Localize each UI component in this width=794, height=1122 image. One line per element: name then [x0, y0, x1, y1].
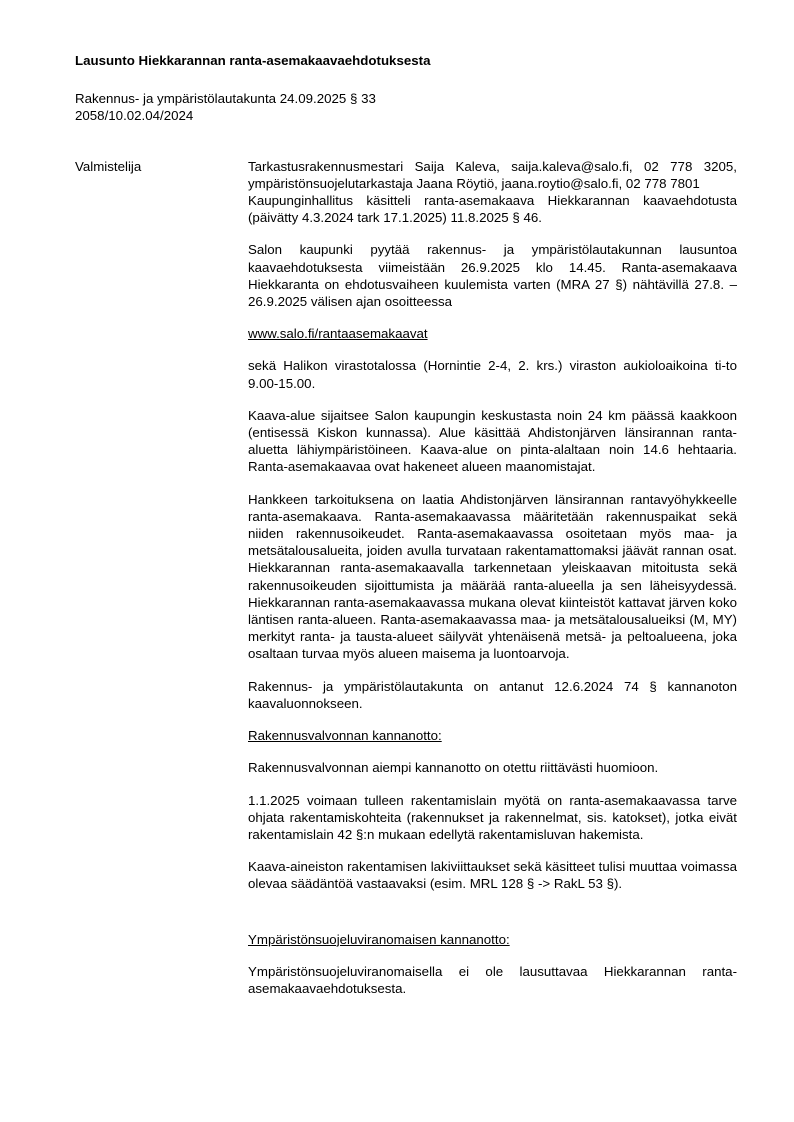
preparer-label: Valmistelija	[75, 158, 142, 174]
committee-date-line: Rakennus- ja ympäristölautakunta 24.09.2025 § 33	[75, 91, 376, 107]
paragraph-environmental-authority-1: Ympäristönsuojeluviranomaisella ei ole lausuttavaa Hiekkarannan ranta-asemakaavaehdotuksesta.	[248, 963, 737, 996]
document-title: Lausunto Hiekkarannan ranta-asemakaavaehdotuksesta	[75, 53, 431, 68]
paragraph-office-hours: sekä Halikon virastotalossa (Hornintie 2-4, 2. krs.) viraston aukioloaikoina ti-to 9.00-15.00.	[248, 358, 737, 391]
preparer-row	[75, 158, 737, 192]
link-line	[248, 325, 737, 342]
document-body	[248, 192, 737, 997]
paragraph-project-purpose: Hankkeen tarkoituksena on laatia Ahdistonjärven länsirannan rantavyöhykkeelle ranta-asemakaava. Ranta-asemakaavassa määritetään rakennuspaikat sekä niiden rakennusoikeudet. Ranta-asemakaavassa osoitetaan myös maa- ja metsätalousalueita, joiden avulla turvataan rakentamattomaksi jäävät rannan osat. Hiekkarannan ranta-asemakaavalla tarkennetaan yleiskaavan mitoitusta sekä rakennusoikeuden sijoittumista ja määrää ranta-alueella ja sen läheisyydessä. Hiekkarannan ranta-asemakaavassa mukana olevat kiinteistöt kattavat järven koko läntisen ranta-alueen. Ranta-asemakaavassa maa- ja metsätalousalueiksi (M, MY) merkityt ranta- ja tausta-alueet säilyvät yhtenäisenä metsä- ja peltoalueena, joka osaltaan turvaa myös alueen maisema ja luontoarvoja.	[248, 491, 737, 662]
paragraph-building-control-1: Rakennusvalvonnan aiempi kannanotto on otettu riittävästi huomioon.	[248, 760, 659, 776]
document-meta	[75, 90, 737, 124]
environmental-authority-heading: Ympäristönsuojeluviranomaisen kannanotto:	[248, 931, 510, 947]
salo-plans-link[interactable]: www.salo.fi/rantaasemakaavat	[248, 326, 428, 342]
paragraph-previous-statement: Rakennus- ja ympäristölautakunta on antanut 12.6.2024 74 § kannanoton kaavaluonnokseen.	[248, 678, 737, 711]
paragraph-building-control-2: 1.1.2025 voimaan tulleen rakentamislain myötä on ranta-asemakaavassa tarve ohjata rakentamiskohteita (rakennukset ja rakennelmat, sis. katokset), jotka eivät rakentamislain 42 §:n mukaan edellytä rakentamisluvan hakemista.	[248, 792, 737, 842]
paragraph-building-control-3: Kaava-aineiston rakentamisen lakiviittaukset sekä käsitteet tulisi muuttaa voimassa olevaa säädäntöä vastaavaksi (esim. MRL 128 § -> RakL 53 §).	[248, 859, 737, 892]
paragraph-plan-area-description: Kaava-alue sijaitsee Salon kaupungin keskustasta noin 24 km päässä kaakkoon (entisessä Kiskon kunnassa). Alue käsittää Ahdistonjärven länsirannan ranta-aluetta lähiympäristöineen. Kaava-alue on pinta-alaltaan noin 14.6 hehtaaria. Ranta-asemakaavaa ovat hakeneet alueen maanomistajat.	[248, 407, 737, 475]
paragraph-city-board-handling: Kaupunginhallitus käsitteli ranta-asemakaava Hiekkarannan kaavaehdotusta (päivätty 4.3.2024 tark 17.1.2025) 11.8.2025 § 46.	[248, 193, 737, 226]
paragraph-statement-request: Salon kaupunki pyytää rakennus- ja ympäristölautakunnan lausuntoa kaavaehdotuksesta viimeistään 26.9.2025 klo 14.45. Ranta-asemakaava Hiekkaranta on ehdotusvaiheen kuulemista varten (MRA 27 §) nähtävillä 27.8. – 26.9.2025 välisen ajan osoitteessa	[248, 242, 737, 310]
record-number: 2058/10.02.04/2024	[75, 108, 194, 124]
preparer-contact-paragraph: Tarkastusrakennusmestari Saija Kaleva, saija.kaleva@salo.fi, 02 778 3205, ympäristönsuojelutarkastaja Jaana Röytiö, jaana.roytio@salo.fi, 02 778 7801	[248, 158, 737, 191]
building-control-heading: Rakennusvalvonnan kannanotto:	[248, 728, 442, 744]
